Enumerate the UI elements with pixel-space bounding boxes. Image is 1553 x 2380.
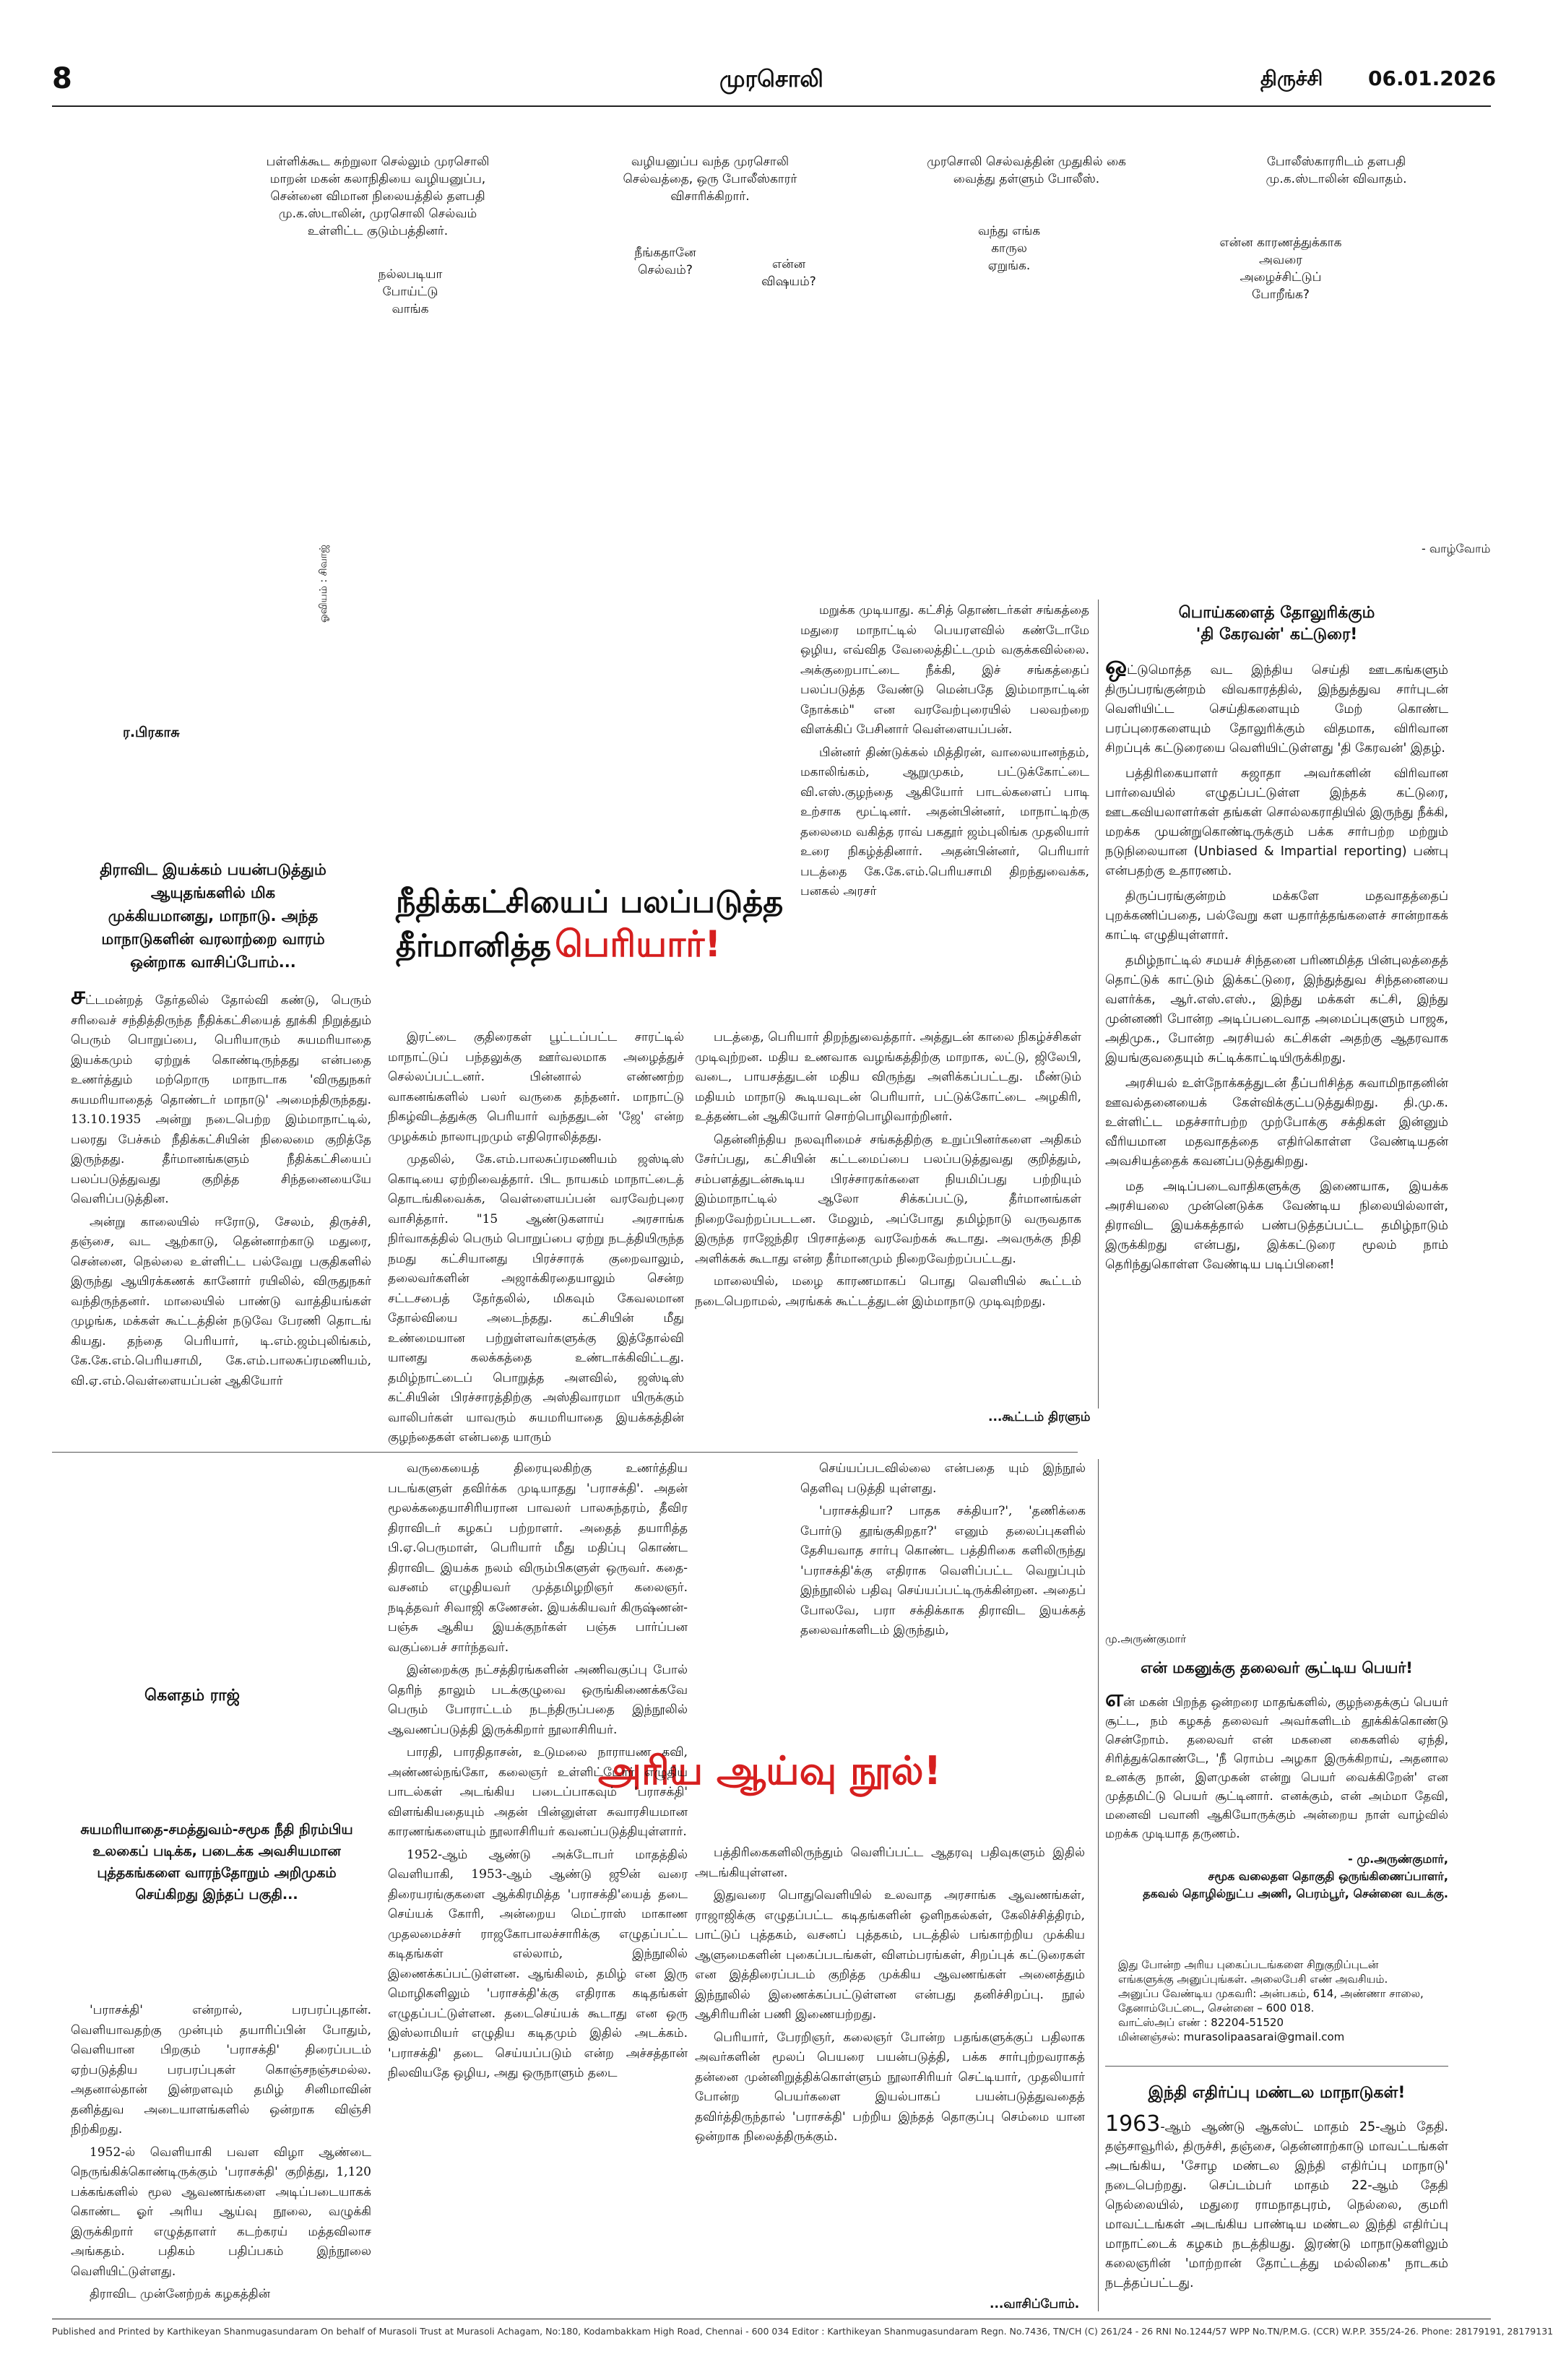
kerevan-p5: அரசியல் உள்நோக்கத்துடன் தீப்பரிசித்த சுவாமிநாதனின் ஊவல்தனையைக் கேள்விக்குட்படுத்துகிறது. தி.மு.க. உள்ளிட்ட மதச்சார்பற்ற முற்போக்கு சக்திகள் இன்னும் வீரியமான மதவாதத்தை எதிர்கொள்ள வேண்டியதன் அவசியத்தைக் கவனப்படுத்துகிறது.	[1105, 1076, 1448, 1169]
address-line-4: தேனாம்பேட்டை, சென்னை – 600 018.	[1118, 2002, 1315, 2015]
kerevan-title-2: 'தி கேரவன்' கட்டுரை!	[1195, 626, 1358, 644]
edition-date: 06.01.2026	[1368, 66, 1497, 90]
address-line-2: எங்களுக்கு அனுப்புங்கள். அலைபேசி எண் அவசியம்.	[1118, 1973, 1388, 1986]
article1-col2-p2: முதலில், கே.எம்.பாலசுப்ரமணியம் ஜஸ்டிஸ் கொடியை ஏற்றிவைத்தார். பிட நாயகம் மாநாட்டைத் தொடங்கிவைக்க, வெள்ளையப்பன் வரவேற்புரை வாசித்தார். "15 ஆண்டுகளாய் அரசாங்க நிர்வாகத்தில் பெரும் பொறுப்பை ஏற்று நடத்தியிருந்த நமது கட்சியானது பிரச்சாரக் குறைவாலும், தலைவர்களின் அஜாக்கிரதையாலும் சென்ற சட்டசபைத் தேர்தலில், மிகவும் கேவலமான தோல்வியை அடைந்தது. கட்சியின் மீது உண்மையான பற்றுள்ளவர்களுக்கு இத்தோல்வி யானது கலக்கத்தை உண்டாக்கிவிட்டது. தமிழ்நாட்டைப் பொறுத்த அளவில், ஜஸ்டிஸ் கட்சியின் பிரச்சாரத்திற்கு அஸ்திவாரமா யிருக்கும் வாலிபர்கள் யாவரும் சுயமரியாதை இயக்கத்தின் குழந்தைகள் என்பதை யாரும்	[388, 1152, 684, 1445]
article1-col23	[695, 1028, 1081, 1405]
cartoon-caption-4: போலீஸ்காரரிடம் தளபதி மு.க.ஸ்டாலின் விவாதம்.	[1266, 155, 1407, 186]
address-email: மின்னஞ்சல்: murasolipaasarai@gmail.com	[1118, 2030, 1345, 2043]
sidebar-name-story	[1105, 1632, 1448, 1903]
article2-col2	[388, 1459, 688, 2319]
edition-city: திருச்சி	[1260, 66, 1323, 90]
article1-col23-p2: தென்னிந்திய நலவுரிமைச் சங்கத்திற்கு உறுப்பினர்களை அதிகம் சேர்ப்பது, கட்சியின் கட்டமைப்பை பலப்படுத்துவது குறித்தும், சம்பளத்துடன்கூடிய பிரச்சாரகர்களை நியமிப்பது பற்றியும் இம்மாநாட்டில் ஆலோ சிக்கப்பட்டு, தீர்மானங்கள் நிறைவேற்றப்படடன. மேலும், அப்போது தமிழ்நாடு வருவதாக இருந்த ராஜேந்திர பிரசாத்தை வரவேற்கக் கூடாது. அவருக்கு நிதி அளிக்கக் கூடாது என்ற தீர்மானமும் நிறைவேற்றப்பட்டது.	[695, 1132, 1081, 1266]
header-rule	[52, 105, 1491, 107]
cartoon-continues: - வாழ்வோம்	[1422, 542, 1491, 555]
article1-col1-p1: சட்டமன்றத் தேர்தலில் தோல்வி கண்டு, பெரும் சரிவைச் சந்தித்திருந்த நீதிக்கட்சியைத் தூக்கி நிறுத்தும் பெரும் பொறுப்பை, பெரியாரும் சுயமரியாதை இயக்கமும் ஏற்றுக் கொண்டிருந்தது என்பதை உணர்த்தும் மற்றொரு மாநாடாக 'விருதுநகர் சுயமரியாதைத் தொண்டர் மாநாடு' அமைந்திருந்தது. 13.10.1935 அன்று நடைபெற்ற இம்மாநாட்டில், பலரது பேச்சும் நீதிக்கட்சியின் நிலைமை குறித்தே இருந்தது. தீர்மானங்களும் நீதிக்கட்சியைப் பலப்படுத்துவது குறித்த சிந்தனையையே வெளிப்படுத்தின.	[71, 980, 371, 1206]
article2-col2-p1: வருகையைத் திரையுலகிற்கு உணர்த்திய படங்களுள் தவிர்க்க முடியாதது 'பராசக்தி'. அதன் மூலக்கதையாசிரியரான பாவலர் பாலசுந்தரம், தீவிர திராவிடர் கழகப் பற்றாளர். அதைத் தயாரித்த பி.ஏ.பெருமாள், பெரியார் மீது மதிப்பு கொண்ட திராவிட இயக்க நலம் விரும்பிகளுள் ஒருவர். கதை-வசனம் எழுதியவர் முத்தமிழறிஞர் கலைஞர். நடித்தவர் சிவாஜி கணேசன். இயக்கியவர் கிருஷ்ணன்-பஞ்சு ஆகிய இயக்குநர்கள் பஞ்சு பார்ப்பன வகுப்பைச் சார்ந்தவர்.	[388, 1461, 688, 1655]
footer-imprint: Published and Printed by Karthikeyan Shanmugasundaram On behalf of Murasoli Trust at Murasoli Achagam, No:180, Kodambakkam High Road, Chennai - 600 034 Editor : Karthikeyan Shanmugasundaram Regn. No.7436, TN/CH (C) 261/24 - 26 RNI No.1244/57 WPP No.TN/P.M.G. (CCR) W.P.P. 355/24-26. Phone: 28179191, 28179131	[52, 2326, 1553, 2337]
section-rule	[52, 1452, 1078, 1453]
sidebar2-divider	[1098, 1459, 1099, 2311]
address-line-1: இது போன்ற அரிய புகைப்படங்களை சிறுகுறிப்புடன்	[1118, 1958, 1379, 1971]
hindi-box-body: 1963-ஆம் ஆண்டு ஆகஸ்ட் மாதம் 25-ஆம் தேதி. தஞ்சாவூரில், திருச்சி, தஞ்சை, தென்னாற்காடு மாவட்டங்கள் அடங்கிய, 'சோழ மண்டல இந்தி எதிர்ப்பு மாநாடு' நடைபெற்றது. செப்டம்பர் மாதம் 22-ஆம் தேதி நெல்லையில், மதுரை ராமநாதபுரம், நெல்லை, குமரி மாவட்டங்கள் அடங்கிய பாண்டிய மண்டல இந்தி எதிர்ப்பு மாநாட்டைக் கழகம் நடத்தியது. இரண்டு மாநாடுகளிலும் கலைஞரின் 'மாற்றான் தோட்டத்து மல்லிகை' நாடகம் நடத்தப்பட்டது.	[1105, 2111, 1448, 2290]
cartoon-speech-1: நல்லபடியா போய்ட்டு வாங்க	[378, 267, 443, 316]
hindi-box-year: 1963	[1105, 2111, 1161, 2137]
article2-continues: ...வாசிப்போம்.	[990, 2297, 1080, 2311]
article2-byline: கௌதம் ராஜ்	[144, 1687, 240, 1705]
sidebar-divider	[1098, 600, 1099, 1408]
address-line-3: அனுப்ப வேண்டிய முகவரி: அன்பகம், 614, அண்ணா சாலை,	[1118, 1987, 1424, 2000]
article2-col1	[71, 2001, 371, 2319]
kerevan-body: ஒட்டுமொத்த வட இந்திய செய்தி ஊடகங்களும் திருப்பரங்குன்றம் விவகாரத்தில், இந்துத்துவ சார்புடன் வெளியிட்ட செய்திகளையும் மேற் கொண்ட பரப்புரைகளையும் தோலுரிக்கும் விதமாக, விரிவான சிறப்புக் கட்டுரையை வெளியிட்டுள்ளது 'தி கேரவன்' இதழ். பத்திரிகையாளர் சுஜாதா அவர்களின் விரிவான பார்வையில் எழுதப்பட்டுள்ள இந்தக் கட்டுரை, ஊடகவியலாளர்கள் தங்கள் சொல்லகராதியில் இருந்து நீக்கி, மறக்க முயன்றுகொண்டிருக்கும் பக்க சார்பற்ற மற்றும் நடுநிலையான (Unbiased & Impartial reporting) பண்பு என்பதற்கு உதாரணம். திருப்பரங்குன்றம் மக்களே மதவாதத்தைப் புறக்கணிப்பதை, பல்வேறு கள யதார்த்தங்களைச் சான்றாகக் காட்டி எழுதியுள்ளார். தமிழ்நாட்டில் சமயச் சிந்தனை பரிணமித்த பின்புலத்தைத் தொட்டுக் காட்டும் இக்கட்டுரை, இந்துத்துவ சிந்தனையை வளர்க்க, ஆர்.எஸ்.எஸ்., இந்து மக்கள் கட்சி, இந்து முன்னணி போன்ற அடிப்படைவாத அமைப்புகளும் பாஜக, அதிமுக., போன்ற அரசியல் கட்சிகள் அதற்கு ஆதரவாக இயங்குவதையும் சுட்டிக்காட்டியிருக்கிறது. அரசியல் உள்நோக்கத்துடன் தீப்பரிசித்த சுவாமிநாதனின் ஊவல்தனையைக் கேள்விக்குட்படுத்துகிறது. தி.மு.க. உள்ளிட்ட மதச்சார்பற்ற முற்போக்கு சக்திகள் இன்னும் வீரியமான மதவாதத்தை எதிர்கொள்ள வேண்டியதன் அவசியத்தைக் கவனப்படுத்துகிறது. மத அடிப்படைவாதிகளுக்கு இணையாக, இயக்க அரசியலை முன்னெடுக்க வேண்டிய நிலையில்லாள், திராவிட இயக்கத்தால் பண்படுத்தப்பட்ட தமிழ்நாடும் இருக்கிறது என்பது, இக்கட்டுரை மூலம் நாம் தெரிந்துகொள்ள வேண்டிய படிப்பினை!	[1105, 656, 1448, 1414]
article2-col3-p1: பத்திரிகைகளிலிருந்தும் வெளிப்பட்ட ஆதரவு பதிவுகளும் இதில் அடங்கியுள்ளன.	[695, 1845, 1085, 1880]
kerevan-title-1: பொய்களைத் தோலுரிக்கும்	[1178, 604, 1375, 622]
hindi-agitation-box	[1105, 2066, 1448, 2293]
article1-col23-p1: படத்தை, பெரியார் திறந்துவைத்தார். அத்துடன் காலை நிகழ்ச்சிகள் முடிவுற்றன. மதிய உணவாக வழங்கத்திற்கு மாறாக, லட்டு, ஜிலேபி, வடை, பாயசத்துடன் மதிய விருந்து அளிக்கப்பட்டது. மீண்டும் மதியம் மாநாடு கூடியவுடன் பெரியார், பட்டுக்கோட்டை அழகிரி, உத்தண்டன் ஆகியோர் சொற்பொழிவாற்றினர்.	[695, 1030, 1081, 1124]
cartoon-speech-4: வந்து எங்க காருல ஏறுங்க.	[977, 224, 1041, 273]
article1-continues: ...கூட்டம் திரளும்	[988, 1410, 1091, 1424]
name-story-sign-1: - மு.அருண்குமார்,	[1348, 1852, 1448, 1866]
cartoon-caption-3: முரசொலி செல்வத்தின் முதுகில் கை வைத்து தள்ளும் போலீஸ்.	[927, 155, 1126, 186]
address-whatsapp: வாட்ஸ்அப் எண் : 82204-51520	[1118, 2016, 1284, 2029]
kerevan-p2: பத்திரிகையாளர் சுஜாதா அவர்களின் விரிவான பார்வையில் எழுதப்பட்டுள்ள இந்தக் கட்டுரை, ஊடகவியலாளர்கள் தங்கள் சொல்லகராதியில் இருந்து நீக்கி, மறக்க முயன்றுகொண்டிருக்கும் பக்க சார்பற்ற மற்றும் நடுநிலையான (Unbiased & Impartial reporting) பண்பு என்பதற்கு உதாரணம்.	[1105, 766, 1448, 878]
article2-headline: அரிய ஆய்வு நூல்!	[598, 1748, 942, 1793]
kerevan-p3: திருப்பரங்குன்றம் மக்களே மதவாதத்தைப் புறக்கணிப்பதை, பல்வேறு கள யதார்த்தங்களைச் சான்றாகக் காட்டி எழுதியுள்ளார்.	[1105, 889, 1448, 943]
headline-line2-red: பெரியார்!	[555, 923, 722, 965]
article1-byline: ர.பிரகாசு	[123, 724, 180, 740]
masthead-title: முரசொலி	[719, 65, 823, 92]
article1-col2-p1: இரட்டை குதிரைகள் பூட்டப்பட்ட சாரட்டில் மாநாட்டுப் பந்தலுக்கு ஊர்வலமாக அழைத்துச் செல்லப்பட்டனர். பின்னால் எண்ணற்ற வாகனங்களில் பலர் வருகை தந்தனர். மாநாட்டு நிகழ்விடத்துக்கு பெரியார் வந்ததுடன் 'ஜே' என்ற முழக்கம் நாலாபுறமும் எதிரொலித்தது.	[388, 1030, 684, 1144]
article2-col1-p2: 1952-ல் வெளியாகி பவள விழா ஆண்டை நெருங்கிக்கொண்டிருக்கும் 'பராசக்தி' குறித்து, 1,120 பக்கங்களில் மூல ஆவணங்களை அடிப்படையாகக் கொண்ட ஓர் அரிய ஆய்வு நூலை, வழுக்கி இருக்கிறார் எழுத்தாளர் கடற்கரய் மத்தவிலாச அங்கதம். பதிகம் பதிப்பகம் இந்நூலை வெளியிட்டுள்ளது.	[71, 2145, 371, 2279]
article1-col2	[388, 1028, 684, 1445]
article1-col3-p2: பின்னர் திண்டுக்கல் மித்திரன், வாலையானந்தம், மகாலிங்கம், ஆறுமுகம், பட்டுக்கோட்டை வி.எஸ்.குழந்தை ஆகியோர் பாடல்களைப் பாடி உற்சாக மூட்டினர். அதன்பின்னர், மாநாட்டிற்கு தலைமை வகித்த ராவ் பகதூர் ஜம்புலிங்க முதலியார் உரை நிகழ்த்தினார். அதன்பின்னர், பெரியார் படத்தை கே.கே.எம்.பெரியசாமி திறந்துவைக்க, பனகல் அரசர்	[800, 745, 1089, 899]
article2-col2-p4: 1952-ஆம் ஆண்டு அக்டோபர் மாதத்தில் வெளியாகி, 1953-ஆம் ஆண்டு ஜூன் வரை திரையரங்குகளை ஆக்கிரமித்த 'பராசக்தி'யைத் தடை செய்யக் கோரி, அன்றைய மெட்ராஸ் மாகாண முதலமைச்சர் ராஜகோபாலச்சாரிக்கு எழுதப்பட்ட கடிதங்கள் எல்லாம், இந்நூலில் இணைக்கப்பட்டுள்ளன. ஆங்கிலம், தமிழ் என இரு மொழிகளிலும் 'பராசக்தி'க்கு எதிராக கடிதங்கள் எழுதப்பட்டுள்ளன. தடைசெய்யக் கூடாது என ஒரு இஸ்லாமியர் எழுதிய கடிதமும் இதில் அடக்கம். 'பராசக்தி' தடை செய்யப்படும் என்ற அச்சத்தான் நிலவியதே ஒழிய, அது ஒருநாளும் தடை	[388, 1847, 688, 2080]
headline-line1: நீதிக்கட்சியைப் பலப்படுத்த	[396, 884, 784, 920]
article2-col3top-p2: 'பராசக்தியா? பாதக சக்தியா?', 'தணிக்கை போர்டு தூங்குகிறதா?' எனும் தலைப்புகளில் தேசியவாத சார்பு கொண்ட பத்திரிகை களிலிருந்து 'பராசக்தி'க்கு எதிராக வெளிப்பட்ட வெறுப்பும் இந்நூலில் பதிவு செய்யப்பட்டிருக்கின்றன. அதைப் போலவே, பரா சக்திக்காக திராவிட இயக்கத் தலைவர்களிடம் இருந்தும்,	[800, 1504, 1086, 1637]
article2-col1-p3: திராவிட முன்னேற்றக் கழகத்தின்	[90, 2287, 271, 2301]
article2-col2-p3: பாரதி, பாரதிதாசன், உடுமலை நாராயண கவி, அண்ணல்நங்கோ, கலைஞர் உள்ளிட்டோர் எழுதிய பாடல்கள் அடங்கிய படைப்பாகவும் 'பராசக்தி' விளங்கியதையும் அதன் பின்னுள்ள சுவாரசியமான காரணங்களையும் நூலாசிரியர் கவனப்படுத்தியுள்ளார்.	[388, 1745, 688, 1839]
article2-col3-p2: இதுவரை பொதுவெளியில் உலவாத அரசாங்க ஆவணங்கள், ராஜாஜிக்கு எழுதப்பட்ட கடிதங்களின் ஒளிநகல்கள், கேலிச்சித்திரம், பாட்டுப் புத்தகம், வசனப் புத்தகம், படத்தில் பங்காற்றிய முக்கிய ஆளுமைகளின் புகைப்படங்கள், விளம்பரங்கள், சிறப்புக் கட்டுரைகள் என இத்திரைப்படம் குறித்த முக்கிய ஆவணங்கள் அனைத்தும் இந்நூலில் இணைக்கப்பட்டுள்ளன என்பது தனிச்சிறப்பு. நூல் ஆசிரியரின் பணி இணையற்றது.	[695, 1888, 1085, 2022]
cartoon-speech-2: நீங்கதானே செல்வம்?	[634, 246, 696, 277]
name-story-byline: மு.அருண்குமார்	[1105, 1632, 1187, 1645]
headline-line2-black: தீர்மானித்த	[396, 928, 551, 964]
page-number: 8	[52, 62, 72, 95]
cartoon-caption-1: பள்ளிக்கூட சுற்றுலா செல்லும் முரசொலி மாறன் மகன் கலாநிதியை வழியனுப்ப, சென்னை விமான நிலையத்தில் தளபதி மு.க.ஸ்டாலின், முரசொலி செல்வம் உள்ளிட்ட குடும்பத்தினர்.	[266, 155, 490, 238]
article1-col1	[71, 980, 371, 1419]
submission-address-box	[1118, 1957, 1436, 2044]
article2-col3-top	[800, 1459, 1086, 1734]
article1-col23-p3: மாலையில், மழை காரணமாகப் பொது வெளியில் கூட்டம் நடைபெறாமல், அரங்கக் கூட்டத்துடன் இம்மாநாடு முடிவுற்றது.	[695, 1274, 1081, 1309]
kerevan-p6: மத அடிப்படைவாதிகளுக்கு இணையாக, இயக்க அரசியலை முன்னெடுக்க வேண்டிய நிலையில்லாள், திராவிட இயக்கத்தால் பண்படுத்தப்பட்ட தமிழ்நாடும் இருக்கிறது என்பது, இக்கட்டுரை மூலம் நாம் தெரிந்துகொள்ள வேண்டிய படிப்பினை!	[1105, 1180, 1448, 1272]
name-story-sign-3: தகவல் தொழில்நுட்ப அணி, பெரம்பூர், சென்னை வடக்கு.	[1143, 1887, 1448, 1900]
kerevan-p4: தமிழ்நாட்டில் சமயச் சிந்தனை பரிணமித்த பின்புலத்தைத் தொட்டுக் காட்டும் இக்கட்டுரை, இந்துத்துவ சிந்தனையை வளர்க்க, ஆர்.எஸ்.எஸ்., இந்து மக்கள் கட்சி, இந்து முன்னணி போன்ற அடிப்படைவாத அமைப்புகளும் பாஜக, அதிமுக., போன்ற அரசியல் கட்சிகள் அதற்கு ஆதரவாக இயங்குவதையும் சுட்டிக்காட்டியிருக்கிறது.	[1105, 953, 1448, 1065]
name-story-sign-2: சமூக வலைதள தொகுதி ஒருங்கிணைப்பாளர்,	[1208, 1869, 1448, 1883]
article2-col3top-p1: செய்யப்படவில்லை என்பதை யும் இந்நூல் தெளிவு படுத்தி யுள்ளது.	[800, 1461, 1086, 1496]
cartoon-caption-2: வழியனுப்ப வந்த முரசொலி செல்வத்தை, ஒரு போலீஸ்காரர் விசாரிக்கிறார்.	[623, 155, 797, 204]
article1-headline	[396, 881, 811, 970]
article2-col3	[695, 1843, 1085, 2306]
kerevan-dropcap: ஒ	[1105, 651, 1128, 680]
article2-col1-p1: 'பராசக்தி' என்றால், பரபரப்புதான். வெளியாவதற்கு முன்பும் தயாரிப்பின் போதும், வெளியான பிறகும் 'பராசக்தி' திரைப்படம் ஏற்படுத்திய பரபரப்புகள் கொஞ்சநஞ்சமல்ல. அதனால்தான் இன்றளவும் தமிழ் சினிமாவின் தனித்துவ அடையாளங்களில் ஒன்றாக விஞ்சி நிற்கிறது.	[71, 2003, 371, 2137]
sidebar-kerevan	[1105, 602, 1448, 1414]
article1-dropcap: ச	[71, 980, 85, 1011]
name-story-dropcap: எ	[1105, 1684, 1123, 1712]
name-story-body: என் மகன் பிறந்த ஒன்றரை மாதங்களில், குழந்தைக்குப் பெயர் சூட்ட, நம் கழகத் தலைவர் அவர்களிடம் தூக்கிக்கொண்டு சென்றோம். தலைவர் என் மகனை கைகளில் ஏந்தி, சிரித்துக்கொண்டே, 'நீ ரொம்ப அழகா இருக்கிறாய், அதனால உனக்கு நான், இளமுகன் என்று பெயர் வைக்கிறேன்' என முத்தமிட்டு பெயர் சூட்டினார். எனக்கும், என் அம்மா தேவி, மனைவி பவானி ஆகியோருக்கும் அன்றைய நாள் வாழ்வில் மறக்க முடியாத தருணம்.	[1105, 1684, 1448, 1840]
article1-col1-p2: அன்று காலையில் ஈரோடு, சேலம், திருச்சி, தஞ்சை, வட ஆற்காடு, தென்னாற்காடு மதுரை, சென்னை, நெல்லை உள்ளிட்ட பல்வேறு பகுதிகளில் இருந்து ஆயிரக்கணக் கானோர் ரயிலில், விருதுநகர் வந்திருந்தனர். மாலையில் பாண்டு வாத்தியங்கள் முழங்க, மக்கள் கூட்டத்தின் நடுவே பேரணி தொடங் கியது. தந்தை பெரியார், டி.எம்.ஜம்புலிங்கம், கே.கே.எம்.பெரியசாமி, கே.எம்.பாலசுப்ரமணியம், வி.ஏ.எம்.வெள்ளையப்பன் ஆகியோர்	[71, 1214, 371, 1388]
name-story-title: என் மகனுக்கு தலைவர் சூட்டிய பெயர்!	[1141, 1659, 1413, 1676]
article2-col3-p3: பெரியார், பேரறிஞர், கலைஞர் போன்ற பதங்களுக்குப் பதிலாக அவர்களின் மூலப் பெயரை பயன்படுத்தி, பக்க சார்புற்றவராகத் தன்னை முன்னிறுத்திக்கொள்ளும் நூலாசிரியர் செட்டியார், முதலியார் போன்ற பெயர்களை இயல்பாகப் பயன்படுத்துவதைத் தவிர்த்திருந்தால் 'பராசக்தி' பற்றிய இந்தத் தொகுப்பு செம்மை யான ஒன்றாக நிலைத்திருக்கும்.	[695, 2030, 1085, 2144]
article1-col3	[800, 601, 1089, 899]
article2-intro: சுயமரியாதை-சமத்துவம்-சமூக நீதி நிரம்பிய உலகைப் படிக்க, படைக்க அவசியமான புத்தகங்களை வாரந்தோறும் அறிமுகம் செய்கிறது இந்தப் பகுதி...	[80, 1822, 353, 1903]
article1-col3-p1: மறுக்க முடியாது. கட்சித் தொண்டர்கள் சங்கத்தை மதுரை மாநாட்டில் பெயரளவில் கண்டோமே ஒழிய, எவ்வித வேலைத்திட்டமும் வகுக்கவில்லை. அக்குறைபாட்டை நீக்கி, இச் சங்கத்தைப் பலப்படுத்த வேண்டு மென்பதே இம்மாநாட்டின் நோக்கம்" என வரவேற்புரையில் பலவற்றை விளக்கிப் பேசினார் வெள்ளையப்பன்.	[800, 603, 1089, 737]
article1-intro: திராவிட இயக்கம் பயன்படுத்தும் ஆயுதங்களில் மிக முக்கியமானது, மாநாடு. அந்த மாநாடுகளின் வரலாற்றை வாரம் ஒன்றாக வாசிப்போம்...	[100, 861, 326, 971]
cartoon-speech-3: என்ன விஷயம்?	[761, 257, 816, 289]
cartoon-artist-credit: ஓவியம் : சிவாஜ்	[318, 545, 329, 623]
hindi-box-title: இந்தி எதிர்ப்பு மண்டல மாநாடுகள்!	[1148, 2084, 1406, 2102]
article2-col2-p2: இன்றைக்கு நட்சத்திரங்களின் அணிவகுப்பு போல் தெரிந் தாலும் படக்குழுவை ஒருங்கிணைக்கவே பெரும் போராட்டம் நடந்திருப்பதை இந்நூலில் ஆவணப்படுத்தி இருக்கிறார் நூலாசிரியர்.	[388, 1663, 688, 1737]
cartoon-speech-5: என்ன காரணத்துக்காக அவரை அழைச்சிட்டுப் போறீங்க?	[1219, 235, 1342, 302]
